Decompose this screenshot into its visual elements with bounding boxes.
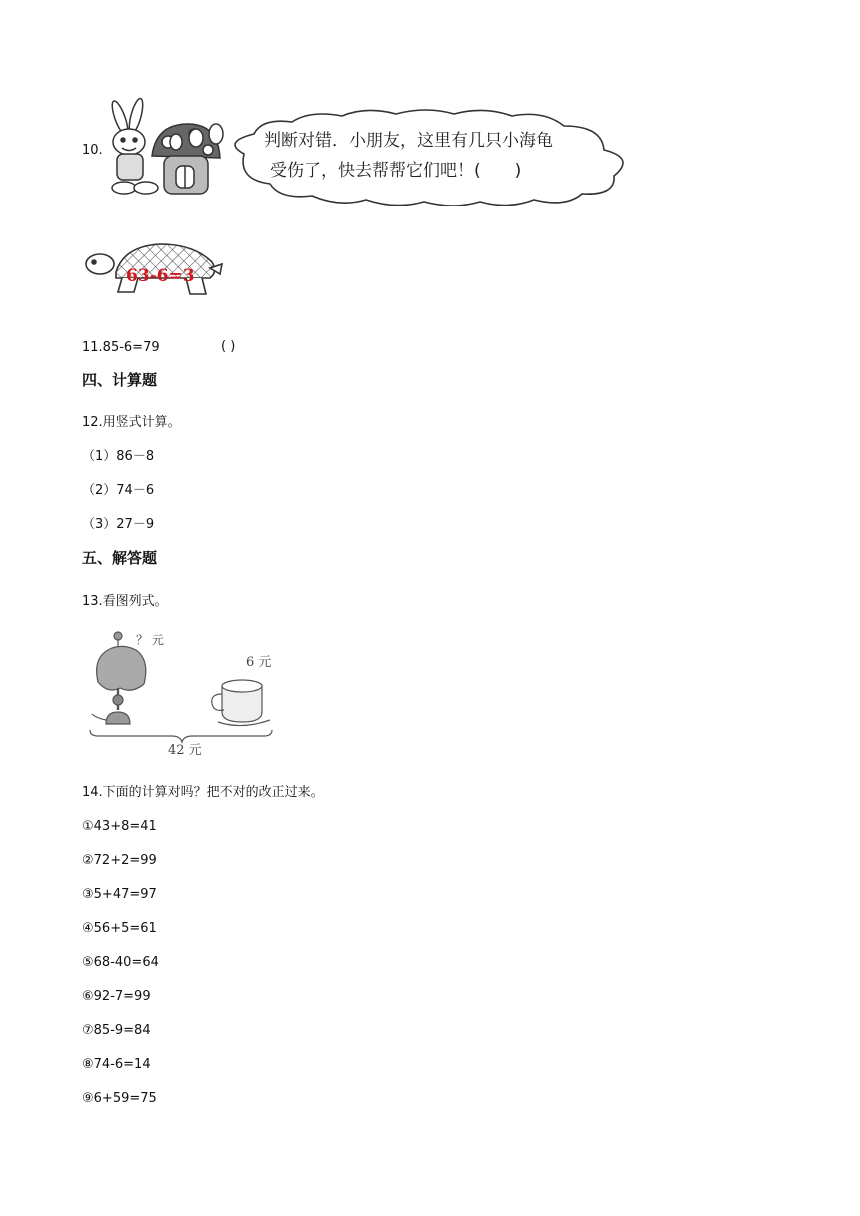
turtle-illustration [82,238,226,304]
rabbit-speech-illustration [104,96,644,206]
question-12-title: 12.用竖式计算。 [82,415,181,430]
question-11: 11.85-6=79 [82,340,160,355]
question-10-number: 10. [82,143,103,158]
question-14-item-7: ⑦85-9=84 [82,1023,151,1038]
question-14-item-2: ②72+2=99 [82,853,157,868]
question-14-item-5: ⑤68-40=64 [82,955,159,970]
rabbit-icon [109,97,158,194]
question-14-item-1: ①43+8=41 [82,819,157,834]
lamp-cup-illustration [84,628,284,758]
question-14-item-8: ⑧74-6=14 [82,1057,151,1072]
cup-icon [212,680,270,726]
bubble-line-1: 判断对错．小朋友，这里有几只小海龟 [264,131,553,151]
section-5-title: 五、解答题 [82,549,158,567]
question-13-title: 13.看图列式。 [82,594,168,609]
question-14-item-3: ③5+47=97 [82,887,157,902]
question-14-title: 14.下面的计算对吗？把不对的改正过来。 [82,785,324,800]
question-14-item-6: ⑥92-7=99 [82,989,151,1004]
question-11-answer-blank: ( ) [221,339,236,354]
question-14-item-9: ⑨6+59=75 [82,1091,157,1106]
lamp-price: ？ 元 [136,633,164,647]
speech-bubble [235,110,623,206]
total-brace [90,730,272,742]
cup-price: 6 元 [246,655,272,670]
question-12-item-1: （1）86－8 [82,449,155,464]
turtle-expression: 63-6=3 [126,266,195,286]
question-12-item-3: （3）27－9 [82,517,155,532]
question-12-item-2: （2）74－6 [82,483,155,498]
question-14-item-4: ④56+5=61 [82,921,157,936]
section-4-title: 四、计算题 [82,371,158,389]
bubble-line-2: 受伤了，快去帮帮它们吧！( ) [270,161,522,181]
total-price: 42 元 [168,743,202,758]
